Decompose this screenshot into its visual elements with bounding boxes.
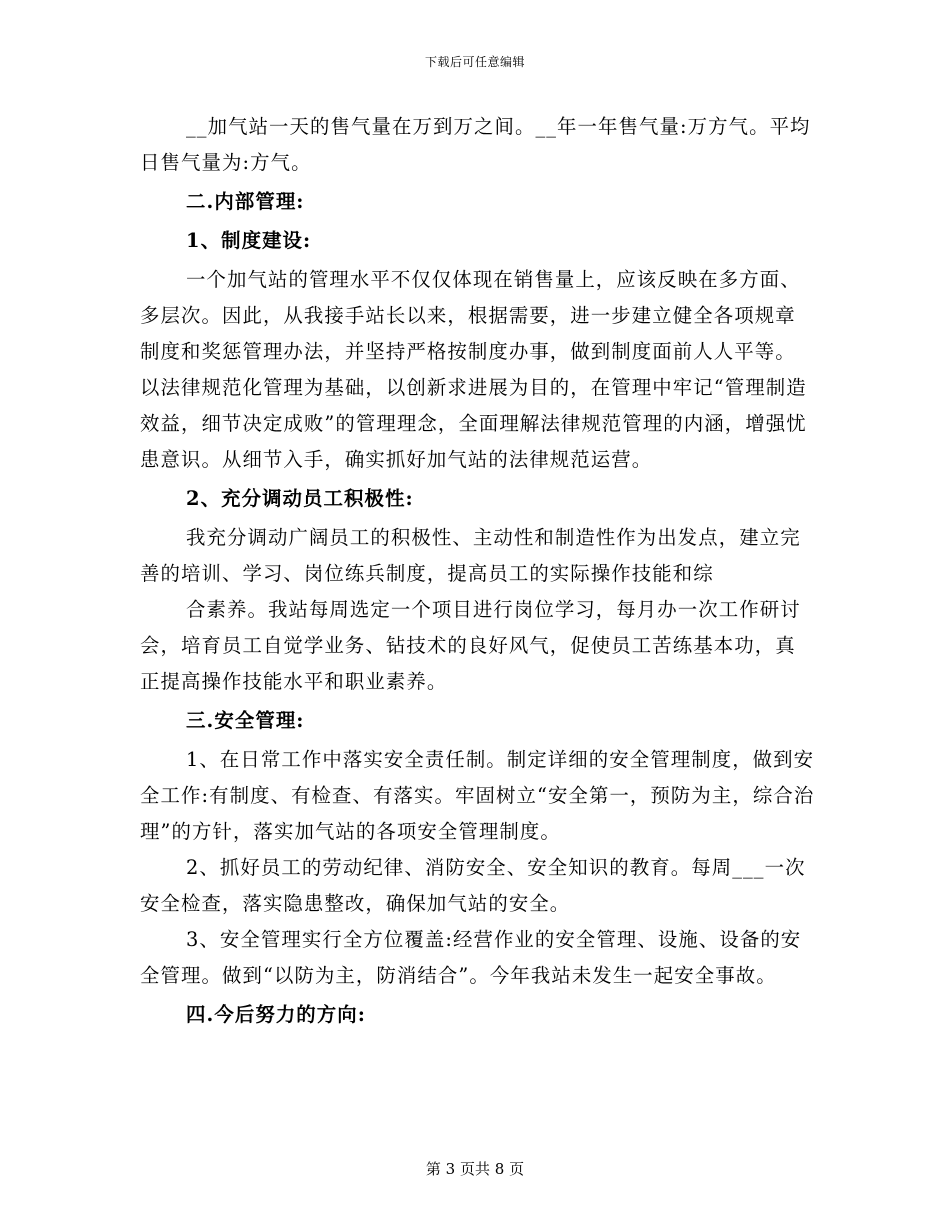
paragraph-employee-motivation-part2: 合素养。我站每周选定一个项目进行岗位学习，每月办一次工作研讨会，培育员工自觉学业务、钻技术的良好风气，促使员工苦练基本功，真正提高操作技能水平和职业素养。: [140, 598, 801, 693]
paragraph-employee-motivation-part1: 我充分调动广阔员工的积极性、主动性和制造性作为出发点，建立完善的培训、学习、岗位练兵制度，提高员工的实际操作技能和综: [140, 526, 801, 585]
paragraph-system-building: 一个加气站的管理水平不仅仅体现在销售量上，应该反映在多方面、多层次。因此，从我接手站长以来，根据需要，进一步建立健全各项规章制度和奖惩管理办法，并坚持严格按制度办事，做到制度面前人人平等。以法律规范化管理为基础，以创新求进展为目的，在管理中牢记“管理制造效益，细节决定成败”的管理理念，全面理解法律规范管理的内涵，增强忧患意识。从细节入手，确实抓好加气站的法律规范运营。: [140, 268, 807, 471]
heading-system-building: 1、制度建设:: [186, 229, 312, 252]
paragraph-safety-education: 2、抓好员工的劳动纪律、消防安全、安全知识的教育。每周___一次安全检查，落实隐患整改，确保加气站的安全。: [140, 856, 806, 915]
document-body: [140, 109, 816, 1036]
paragraph-safety-responsibility: 1、在日常工作中落实安全责任制。制定详细的安全管理制度，做到安全工作:有制度、有检查、有落实。牢固树立“安全第一，预防为主，综合治理”的方针，落实加气站的各项安全管理制度。: [140, 748, 815, 843]
heading-internal-management: 二.内部管理:: [186, 190, 305, 213]
heading-safety-management: 三.安全管理:: [186, 709, 305, 732]
paragraph-safety-coverage: 3、安全管理实行全方位覆盖:经营作业的安全管理、设施、设备的安全管理。做到“以防为主，防消结合”。今年我站未发生一起安全事故。: [140, 928, 802, 987]
heading-future-direction: 四.今后努力的方向:: [186, 1003, 367, 1026]
page-footer: 第 3 页共 8 页: [425, 1160, 525, 1178]
paragraph-sales-volume: __加气站一天的售气量在万到万之间。__年一年售气量:万方气。平均日售气量为:方气。: [140, 115, 811, 174]
heading-employee-motivation: 2、充分调动员工积极性:: [186, 487, 414, 510]
page-header: 下载后可任意编辑: [424, 55, 525, 69]
